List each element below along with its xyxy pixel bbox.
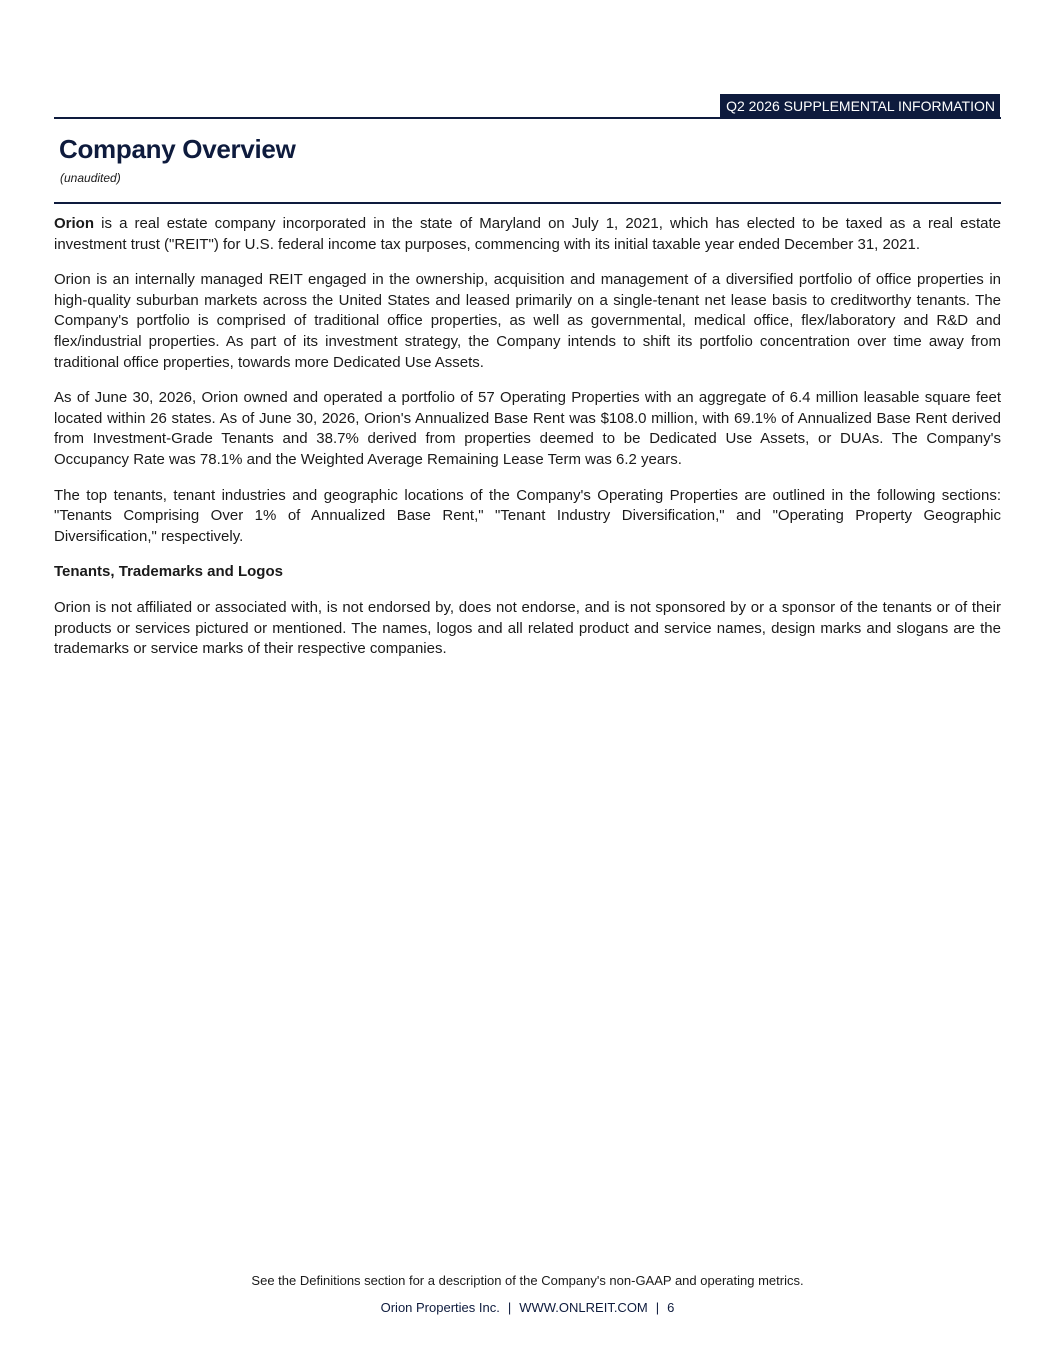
header-divider [54, 117, 1001, 119]
footer-company-name: Orion Properties Inc. [380, 1300, 500, 1315]
footer-info [0, 1300, 1055, 1315]
section-heading-trademarks: Tenants, Trademarks and Logos [54, 563, 283, 581]
paragraph-portfolio-stats: As of June 30, 2026, Orion owned and operated a portfolio of 57 Operating Properties with an aggregate of 6.4 million leasable square feet located within 26 states. As of June 30, 2026, Orion's Annualized Base Rent was $108.0 million, with 69.1% of Annualized Base Rent derived from Investment-Grade Tenants and 38.7% derived from properties deemed to be Dedicated Use Assets, or DUAs. The Company's Occupancy Rate was 78.1% and the Weighted Average Remaining Lease Term was 6.2 years. [54, 389, 1001, 468]
unaudited-label: (unaudited) [60, 171, 121, 185]
footer-definitions-note: See the Definitions section for a description of the Company's non-GAAP and operating metrics. [251, 1273, 804, 1288]
footer-separator-2: | [655, 1300, 660, 1315]
footer-separator: | [507, 1300, 512, 1315]
paragraph-trademarks: Orion is not affiliated or associated with, is not endorsed by, does not endorse, and is not sponsored by or a sponsor of the tenants or of their products or services pictured or mentioned. The names, logos and all related product and service names, design marks and slogans are the trademarks or service marks of their respective companies. [54, 598, 1001, 658]
footer-website-link[interactable]: WWW.ONLREIT.COM [519, 1300, 648, 1315]
company-name-lead: Orion [54, 215, 94, 232]
paragraph-business: Orion is an internally managed REIT engaged in the ownership, acquisition and management of a diversified portfolio of office properties in high-quality suburban markets across the United States and leased primarily on a single-tenant net lease basis to creditworthy tenants. The Company's portfolio is comprised of traditional office properties, as well as governmental, medical office, flex/laboratory and R&D and flex/industrial properties. As part of its investment strategy, the Company intends to shift its portfolio concentration over time away from traditional office properties, towards more Dedicated Use Assets. [54, 271, 1001, 371]
overview-content [54, 214, 1001, 675]
page-title: Company Overview [59, 134, 296, 164]
paragraph-intro-text: is a real estate company incorporated in the state of Maryland on July 1, 2021, which has elected to be taxed as a real estate investment trust ("REIT") for U.S. federal income tax purposes, commencing with its initial taxable year ended December 31, 2021. [54, 215, 1001, 253]
paragraph-sections-reference: The top tenants, tenant industries and geographic locations of the Company's Operating Properties are outlined in the following sections: "Tenants Comprising Over 1% of Annualized Base Rent," "Tenant Industry Diversification," and "Operating Property Geographic Diversification," respectively. [54, 486, 1001, 545]
paragraph-intro [54, 214, 1001, 255]
supplemental-badge: Q2 2026 SUPPLEMENTAL INFORMATION [720, 94, 1000, 118]
page-number: 6 [667, 1300, 675, 1315]
title-divider [54, 202, 1001, 204]
